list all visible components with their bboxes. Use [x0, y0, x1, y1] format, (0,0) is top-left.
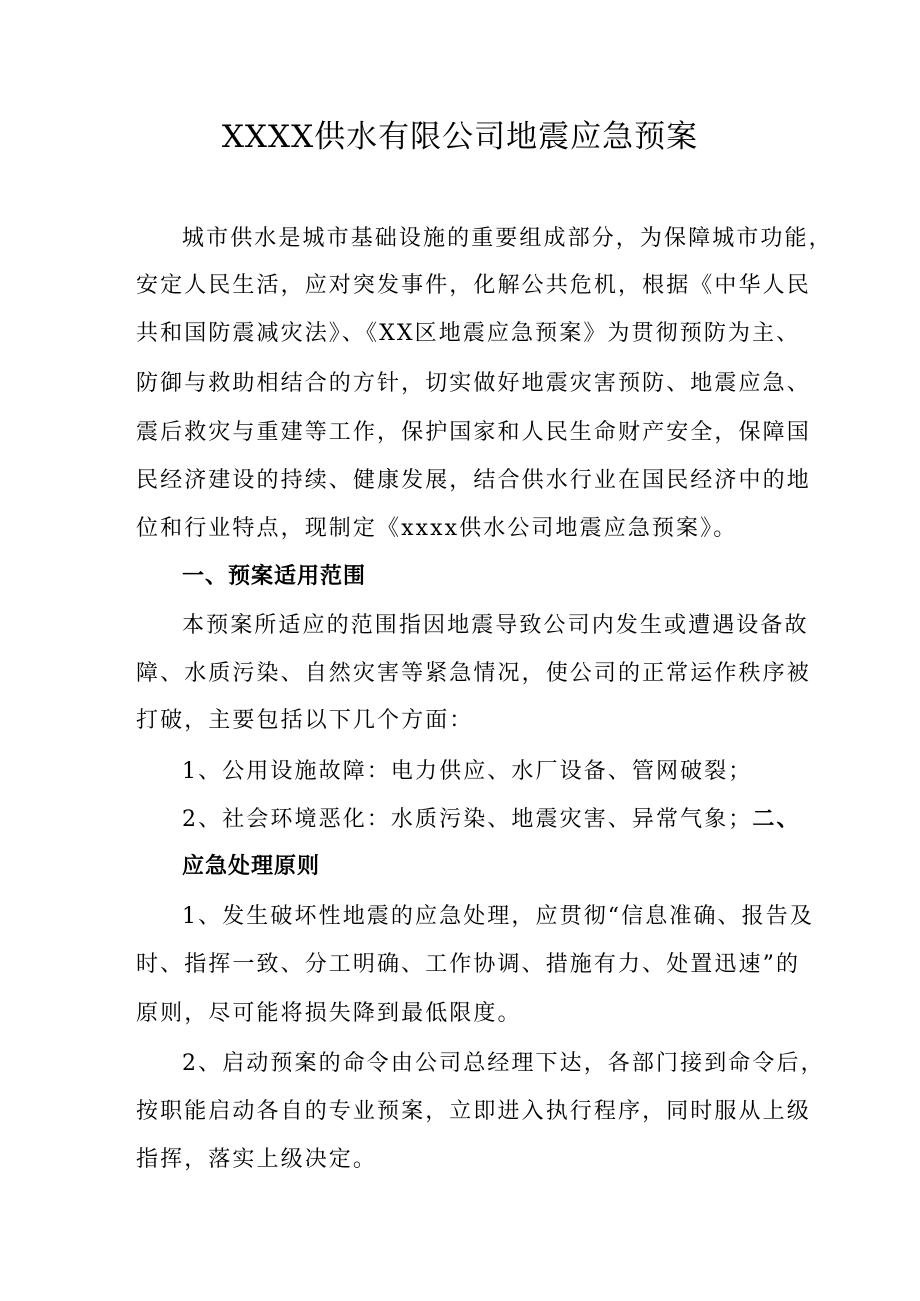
section-1-body-line-3: 打破，主要包括以下几个方面：: [136, 708, 474, 733]
section-1-heading: 一、预案适用范围: [182, 564, 367, 589]
section-2-item-1-line-1: 1、发生破坏性地震的应急处理，应贯彻“信息准确、报告及: [182, 904, 814, 929]
section-1-item-1: 1、公用设施故障：电力供应、水厂设备、管网破裂；: [182, 759, 753, 784]
section-2-item-2-line-2: 按职能启动各自的专业预案，立即进入执行程序，同时服从上级: [136, 1099, 811, 1124]
section-1-body-line-1: 本预案所适应的范围指因地震导致公司内发生或遭遇设备故: [182, 613, 809, 638]
section-1-item-2-line: [182, 805, 806, 835]
intro-line-4: 防御与救助相结合的方针，切实做好地震灾害预防、地震应急、: [136, 371, 811, 396]
intro-line-6: 民经济建设的持续、健康发展，结合供水行业在国民经济中的地: [136, 468, 811, 493]
intro-line-5: 震后救灾与重建等工作，保护国家和人民生命财产安全，保障国: [136, 420, 811, 445]
section-1-body-line-2: 障、水质污染、自然灾害等紧急情况，使公司的正常运作秩序被: [136, 661, 811, 686]
section-2-item-1-line-3: 原则，尽可能将损失降到最低限度。: [136, 1001, 522, 1026]
section-2-item-2-line-1: 2、启动预案的命令由公司总经理下达，各部门接到命令后，: [182, 1051, 825, 1076]
section-2-heading: 应急处理原则: [182, 854, 321, 879]
section-2-item-2-line-3: 指挥，落实上级决定。: [136, 1147, 378, 1172]
intro-line-2: 安定人民生活，应对突发事件，化解公共危机，根据《中华人民: [136, 273, 811, 298]
section-2-heading-number: 二、: [752, 807, 801, 832]
intro-line-3: 共和国防震减灾法》、《XX区地震应急预案》为贯彻预防为主、: [136, 321, 801, 346]
section-1-item-2: 2、社会环境恶化：水质污染、地震灾害、异常气象；: [182, 807, 753, 832]
document-title: XXXX供水有限公司地震应急预案: [221, 119, 699, 155]
intro-line-7: 位和行业特点，现制定《xxxx供水公司地震应急预案》。: [136, 516, 738, 541]
section-2-item-1-line-2: 时、指挥一致、分工明确、工作协调、措施有力、处置迅速”的: [136, 952, 801, 977]
intro-line-1: 城市供水是城市基础设施的重要组成部分，为保障城市功能，: [182, 226, 833, 251]
